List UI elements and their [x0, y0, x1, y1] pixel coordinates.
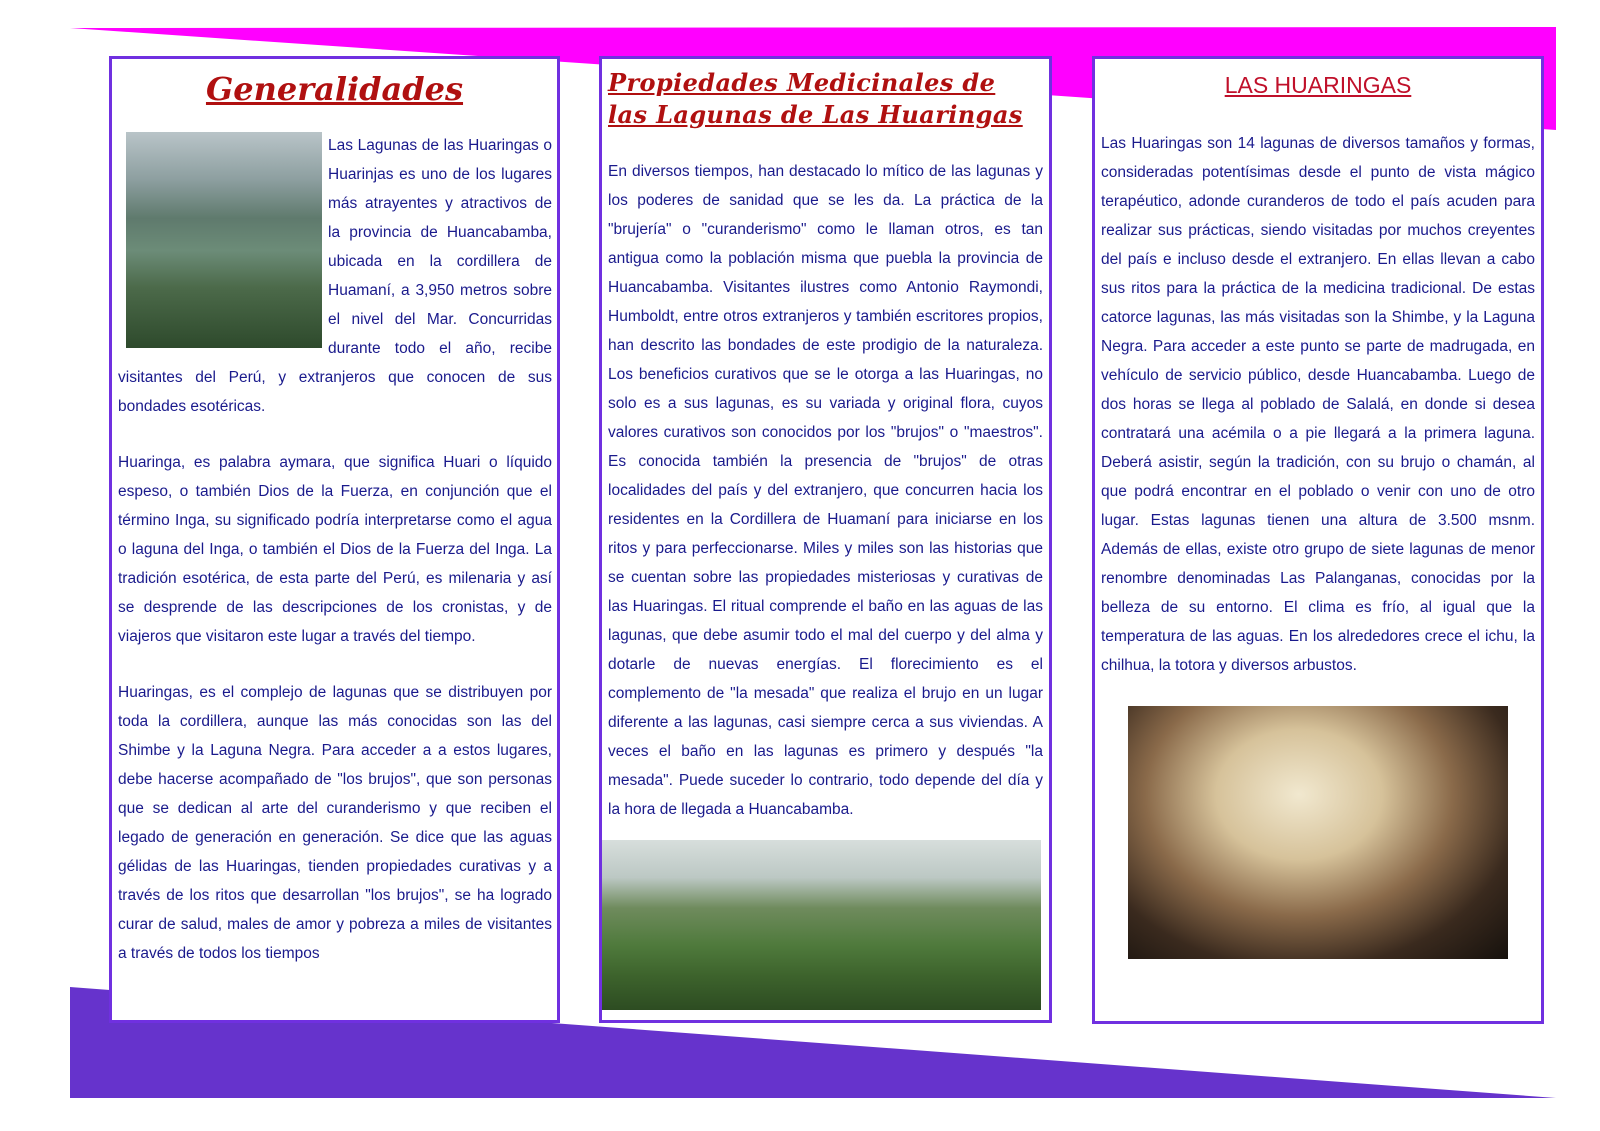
paragraph: Huaringa, es palabra aymara, que significa Huari o líquido espeso, o también Dios de la Fuerza, en conjunción que el término Inga, su significado podría interpretarse como el agua o laguna del Inga, o también el Dios de la Fuerza del Inga. La tradición esotérica, de esta parte del Perú, es milenaria y así se desprende de las descripciones de los cronistas, y de viajeros que visitaron este lugar a través del tiempo.	[118, 454, 552, 645]
paragraph: Huaringas, es el complejo de lagunas que se distribuyen por toda la cordillera, aunque las más conocidas son las del Shimbe y la Laguna Negra. Para acceder a a estos lugares, debe hacerse acompañado de "los brujos", que son personas que se dedican al arte del curanderismo y que reciben el legado de generación en generación. Se dice que las aguas gélidas de las Huaringas, tienden propiedades curativas y a través de los ritos que desarrollan "los brujos", se ha logrado curar de salud, males de amor y pobreza a miles de visitantes a través de todos los tiempos	[118, 684, 552, 962]
landscape-photo	[599, 840, 1041, 1010]
paragraph: Las Huaringas son 14 lagunas de diversos tamaños y formas, consideradas potentísimas desde el punto de vista mágico terapéutico, adonde curanderos de todo el país acuden para realizar sus prácticas, siendo visitadas por muchos creyentes del país e incluso desde el extranjero. En ellas llevan a cabo sus ritos para la práctica de la medicina tradicional. De estas catorce lagunas, las más visitadas son la Shimbe, y la Laguna Negra. Para acceder a este punto se parte de madrugada, en vehículo de servicio público, desde Huancabamba. Luego de dos horas se llega al poblado de Salalá, en donde si desea contratará una acémila o a pie llegará a la primera laguna. Deberá asistir, según la tradición, con su brujo o chamán, al que podrá encontrar en el poblado o venir con uno de otro lugar. Estas lagunas tienen una altura de 3.500 msnm. Además de ellas, existe otro grupo de siete lagunas de menor renombre denominadas Las Palanganas, conocidas por la belleza de su entorno. El clima es frío, al igual que la temperatura de las aguas. En los alrededores crece el ichu, la chilhua, la totora y diversos arbustos.	[1101, 135, 1535, 674]
paragraph: Las Lagunas de las Huaringas o Huarinjas es uno de los lugares más atrayentes y atractivos de la provincia de Huancabamba, ubicada en la cordillera de Huamaní, a 3,950 metros sobre el nivel del Mar. Concurridas durante todo el año, recibe visitantes del Perú, y extranjeros que conocen de sus bondades esotéricas.	[118, 137, 552, 415]
section-title: Propiedades Medicinales de las Lagunas de Las Huaringas	[608, 68, 1023, 129]
paragraph: En diversos tiempos, han destacado lo mítico de las lagunas y los poderes de sanidad que se les da. La práctica de la "brujería" o "curanderismo" como le llaman otros, es tan antigua como la población misma que puebla la provincia de Huancabamba. Visitantes ilustres como Antonio Raymondi, Humboldt, entre otros extranjeros y también escritores propios, han descrito las bondades de este prodigio de la naturaleza. Los beneficios curativos que se le otorga a las Huaringas, no solo es a sus lagunas, es su variada y original flora, cuyos valores curativos son conocidos por los "brujos" o "maestros". Es conocida también la presencia de "brujos" de otras localidades del país y del extranjero, que concurren hacia los residentes en la Cordillera de Huamaní para iniciarse en los ritos y para perfeccionarse. Miles y miles son las historias que se cuentan sobre las propiedades misteriosas y curativas de las Huaringas. El ritual comprende el baño en las aguas de las lagunas, que debe asumir todo el mal del cuerpo y del alma y dotarle de nuevas energías. El florecimiento es el complemento de "la mesada" que realiza el brujo en un lugar diferente a las lagunas, casi siempre cerca a sus viviendas. A veces el baño en las lagunas es primero y después "la mesada". Puede suceder lo contrario, todo depende del día y la hora de llegada a Huancabamba.	[608, 163, 1043, 818]
panel-propiedades	[599, 56, 1052, 1023]
panel-las-huaringas	[1092, 56, 1544, 1024]
panel-generalidades	[109, 56, 560, 1023]
lagoon-photo	[126, 132, 322, 348]
shaman-photo	[1128, 706, 1508, 959]
page-title: Generalidades	[205, 70, 464, 108]
section-title: LAS HUARINGAS	[1224, 72, 1412, 98]
